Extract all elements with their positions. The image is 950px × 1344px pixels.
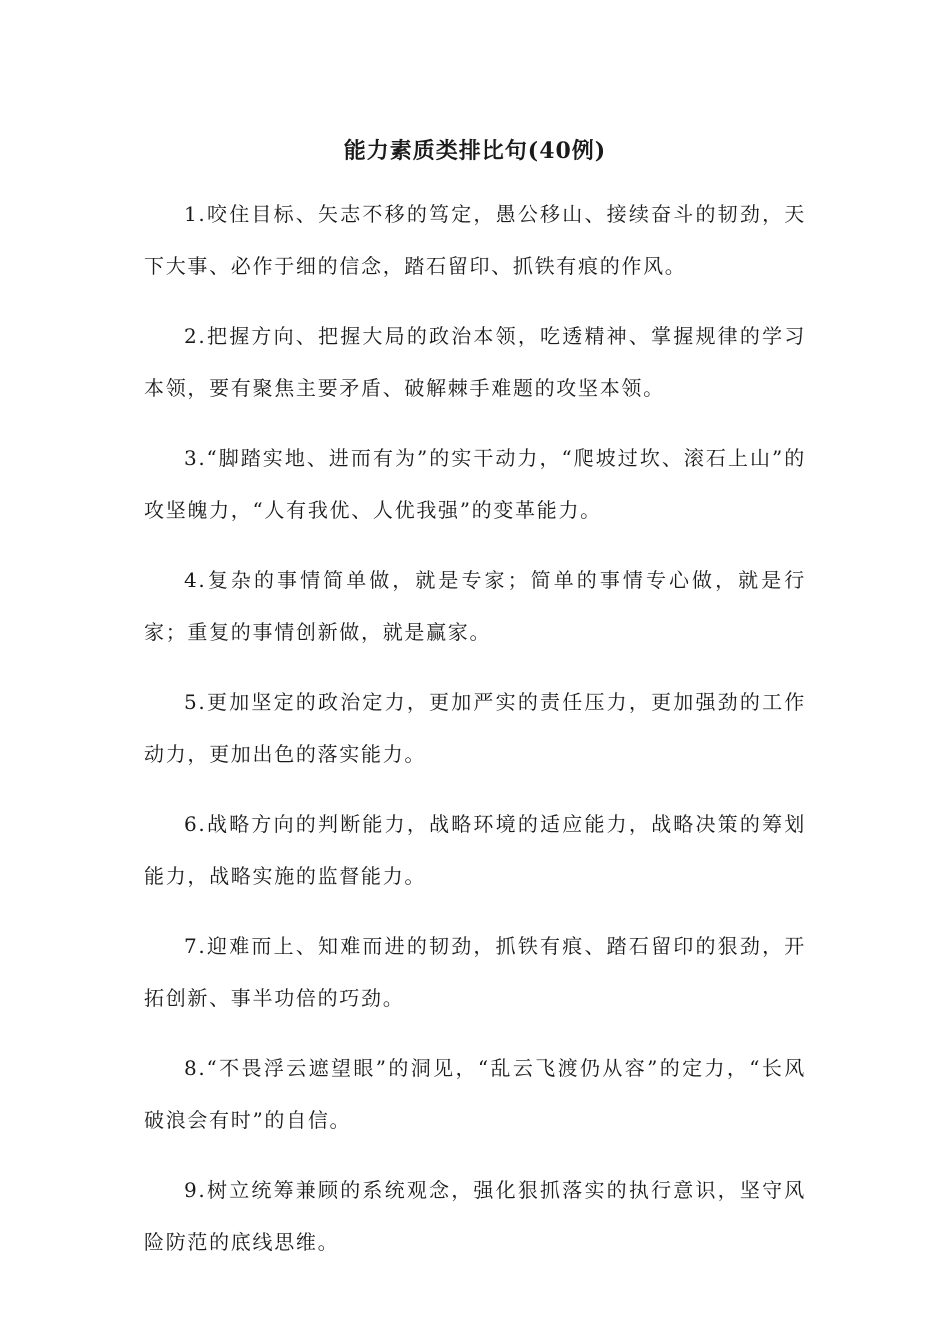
list-item: 2.把握方向、把握大局的政治本领，吃透精神、掌握规律的学习本领，要有聚焦主要矛盾、破解棘手难题的攻坚本领。 xyxy=(144,324,806,400)
list-item: 7.迎难而上、知难而进的韧劲，抓铁有痕、踏石留印的狠劲，开拓创新、事半功倍的巧劲。 xyxy=(144,934,806,1010)
list-item: 5.更加坚定的政治定力，更加严实的责任压力，更加强劲的工作动力，更加出色的落实能力。 xyxy=(144,690,806,766)
list-item: 4.复杂的事情简单做，就是专家；简单的事情专心做，就是行家；重复的事情创新做，就是赢家。 xyxy=(144,568,806,644)
list-item: 1.咬住目标、矢志不移的笃定，愚公移山、接续奋斗的韧劲，天下大事、必作于细的信念，踏石留印、抓铁有痕的作风。 xyxy=(144,202,806,278)
document-title: 能力素质类排比句(40例) xyxy=(343,138,607,164)
list-item: 3.“脚踏实地、进而有为”的实干动力，“爬坡过坎、滚石上山”的攻坚魄力，“人有我优、人优我强”的变革能力。 xyxy=(144,446,806,522)
list-item: 9.树立统筹兼顾的系统观念，强化狠抓落实的执行意识，坚守风险防范的底线思维。 xyxy=(144,1178,806,1254)
list-item: 8.“不畏浮云遮望眼”的洞见，“乱云飞渡仍从容”的定力，“长风破浪会有时”的自信。 xyxy=(144,1056,806,1132)
item-list xyxy=(144,188,806,1286)
list-item: 6.战略方向的判断能力，战略环境的适应能力，战略决策的筹划能力，战略实施的监督能力。 xyxy=(144,812,806,888)
